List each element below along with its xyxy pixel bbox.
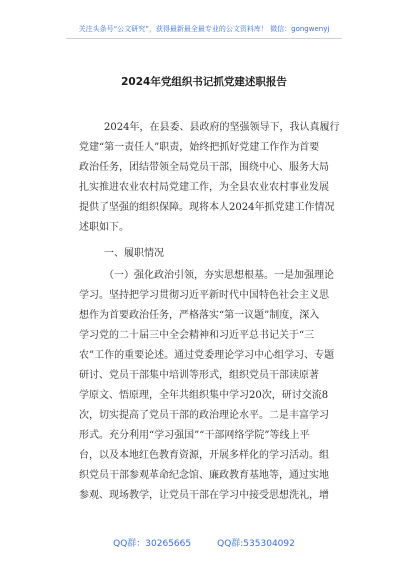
header-banner: 关注头条号“公文研究”，获得最新最全最专业的公文资料库！ 微信：gongwenyj: [78, 25, 330, 33]
section-line: 台，以及本地红色教育资源，开展多样化的学习活动。组: [79, 450, 329, 461]
section-line: 次，切实提高了党员干部的政治理论水平。二是丰富学习: [79, 410, 329, 421]
header-divider: [66, 38, 342, 39]
section-line: 想作为首要政治任务，严格落实“第一议题”制度，深入: [79, 310, 320, 321]
section-line: 形式。充分利用“学习强国”“干部网络学院”等线上平: [79, 430, 310, 441]
section-heading: 一、履职情况: [104, 248, 164, 259]
section-line: 织党员干部参观革命纪念馆、廉政教育基地等，通过实地: [79, 470, 329, 481]
section-line: 研讨、党员干部集中培训等形式，组织党员干部读原著: [79, 370, 319, 381]
section-line: 学习。坚持把学习贯彻习近平新时代中国特色社会主义思: [79, 290, 329, 301]
intro-line: 扎实推进农业农村局党建工作，为全县农业农村事业发展: [79, 182, 329, 193]
intro-line: 述职如下。: [79, 222, 129, 233]
section-line: （一）强化政治引领，夯实思想根基。一是加强理论: [104, 270, 334, 281]
section-line: 学习党的二十届三中全会精神和习近平总书记关于“三: [79, 330, 315, 341]
footer-qq-group-1: QQ群：30265665: [113, 539, 192, 549]
section-line: 参观、现场教学，让党员干部在学习中接受思想洗礼，增: [79, 490, 329, 501]
footer-contact: [0, 536, 408, 549]
section-line: 农”工作的重要论述。通过党委理论学习中心组学习、专题: [79, 350, 335, 361]
intro-line: 党建“第一责任人”职责，始终把抓好党建工作作为首要: [79, 142, 320, 153]
section-line: 学原文、悟原理，全年共组织集中学习20次，研讨交流8: [79, 390, 329, 401]
footer-qq-group-2: QQ群:535304092: [217, 539, 295, 549]
intro-line: 提供了坚强的组织保障。现将本人2024年抓党建工作情况: [79, 202, 335, 213]
document-title: 2024年党组织书记抓党建述职报告: [121, 76, 287, 88]
intro-line: 政治任务，团结带领全局党员干部，围绕中心、服务大局: [79, 162, 329, 173]
intro-line: 2024年，在县委、县政府的坚强领导下，我认真履行: [104, 122, 340, 133]
